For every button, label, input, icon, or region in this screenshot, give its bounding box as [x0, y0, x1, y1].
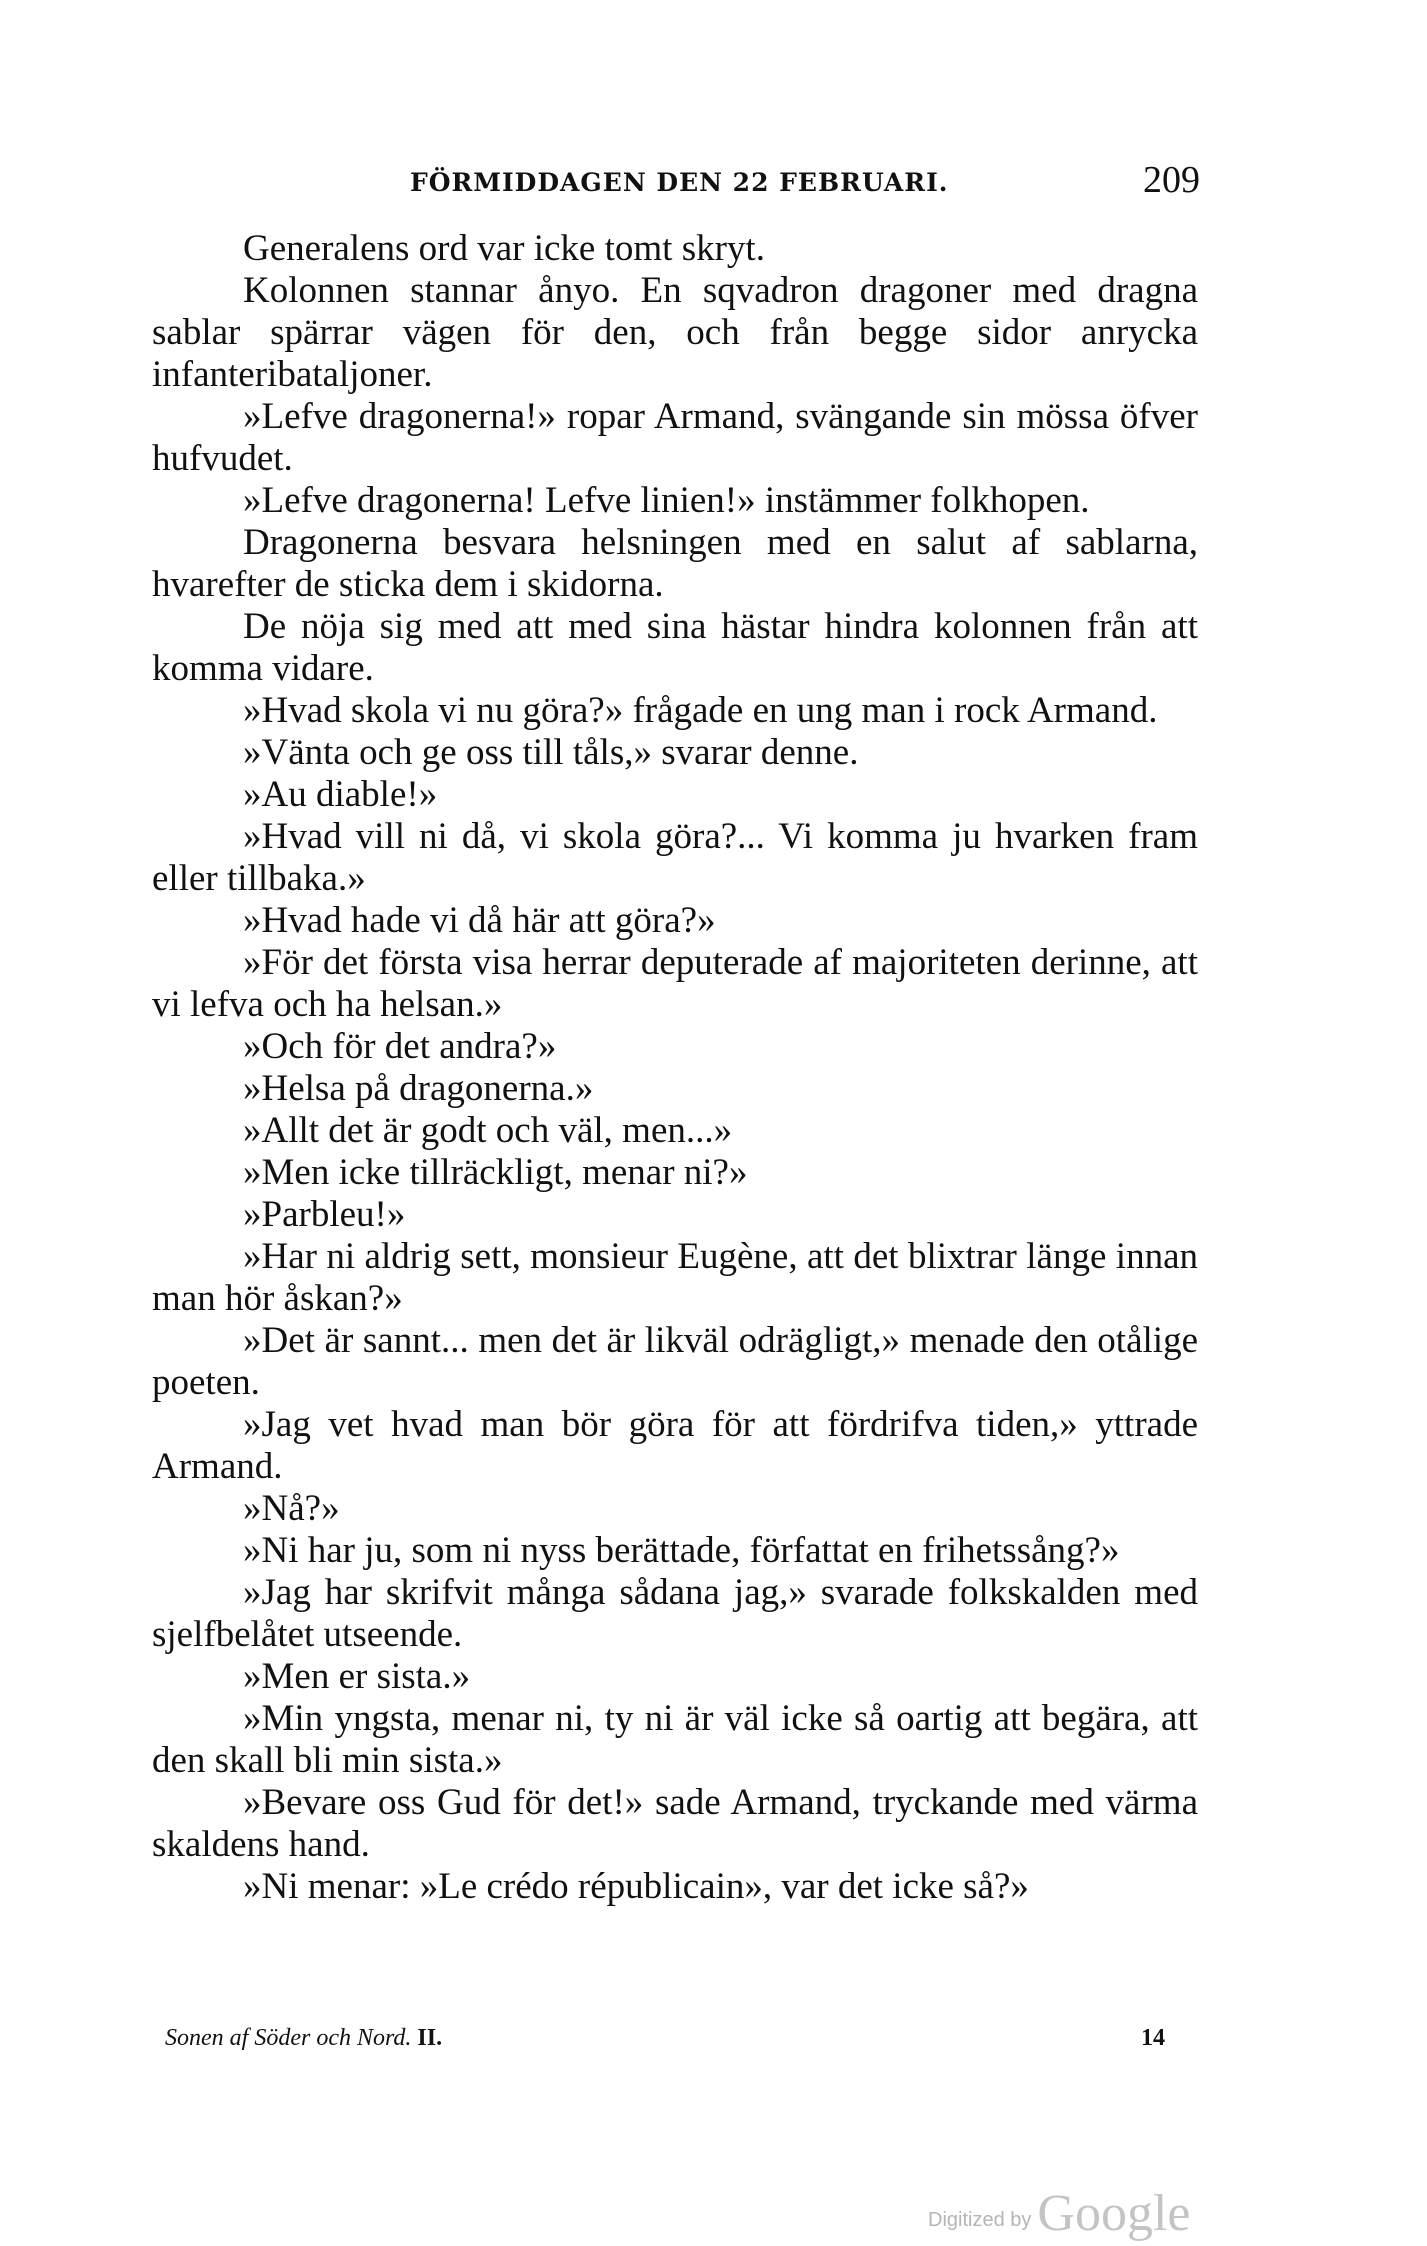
paragraph: »Min yngsta, menar ni, ty ni är väl icke så oartig att begära, att den skall bli min sista.»	[152, 1698, 1198, 1781]
body-text	[152, 228, 1198, 1908]
footer-signature-title: Sonen af Söder och Nord.	[165, 2025, 412, 2051]
paragraph: »Jag har skrifvit många sådana jag,» svarade folkskalden med sjelfbelåtet utseende.	[152, 1572, 1198, 1655]
paragraph: »Jag vet hvad man bör göra för att fördrifva tiden,» yttrade Armand.	[152, 1404, 1198, 1487]
paragraph: »Ni menar: »Le crédo républicain», var det icke så?»	[243, 1866, 1029, 1907]
paragraph: »Helsa på dragonerna.»	[243, 1068, 594, 1109]
paragraph: »Ni har ju, som ni nyss berättade, författat en frihetssång?»	[243, 1530, 1120, 1571]
paragraph: »Hvad vill ni då, vi skola göra?... Vi komma ju hvarken fram eller tillbaka.»	[152, 816, 1198, 899]
paragraph: »Men icke tillräckligt, menar ni?»	[243, 1152, 748, 1193]
paragraph: »För det första visa herrar deputerade af majoriteten derinne, att vi lefva och ha helsan.»	[152, 942, 1198, 1025]
paragraph: »Hvad skola vi nu göra?» frågade en ung man i rock Armand.	[243, 690, 1158, 731]
paragraph: »Men er sista.»	[243, 1656, 471, 1697]
paragraph: »Lefve dragonerna! Lefve linien!» instämmer folkhopen.	[243, 480, 1090, 521]
paragraph: »Allt det är godt och väl, men...»	[243, 1110, 733, 1151]
paragraph: Dragonerna besvara helsningen med en salut af sablarna, hvarefter de sticka dem i skidorna.	[152, 522, 1198, 605]
paragraph: »Vänta och ge oss till tåls,» svarar denne.	[243, 732, 859, 773]
paragraph: Kolonnen stannar ånyo. En sqvadron dragoner med dragna sablar spärrar vägen för den, och från begge sidor anrycka infanteribataljoner.	[152, 270, 1198, 395]
paragraph: »Parbleu!»	[243, 1194, 406, 1235]
page-number: 209	[1143, 159, 1200, 201]
footer-signature	[165, 2025, 442, 2052]
google-logo-icon: Google	[1037, 2185, 1191, 2242]
paragraph: De nöja sig med att med sina hästar hindra kolonnen från att komma vidare.	[152, 606, 1198, 689]
running-head	[150, 158, 1200, 208]
watermark-label: Digitized by	[928, 2209, 1032, 2231]
digitized-watermark	[928, 2186, 1190, 2242]
paragraph: »Lefve dragonerna!» ropar Armand, svängande sin mössa öfver hufvudet.	[152, 396, 1198, 479]
paragraph: »Au diable!»	[243, 774, 438, 815]
paragraph: »Det är sannt... men det är likväl odrägligt,» menade den otålige poeten.	[152, 1320, 1198, 1403]
running-title: FÖRMIDDAGEN DEN 22 FEBRUARI.	[410, 168, 949, 197]
paragraph: Generalens ord var icke tomt skryt.	[243, 228, 765, 269]
page-footer	[165, 2025, 1165, 2065]
paragraph: »Bevare oss Gud för det!» sade Armand, tryckande med värma skaldens hand.	[152, 1782, 1198, 1865]
paragraph: »Har ni aldrig sett, monsieur Eugène, att det blixtrar länge innan man hör åskan?»	[152, 1236, 1198, 1319]
paragraph: »Och för det andra?»	[243, 1026, 557, 1067]
paragraph: »Nå?»	[243, 1488, 340, 1529]
footer-sheet-number: 14	[1141, 2025, 1165, 2051]
footer-volume: II.	[417, 2025, 443, 2051]
paragraph: »Hvad hade vi då här att göra?»	[243, 900, 716, 941]
